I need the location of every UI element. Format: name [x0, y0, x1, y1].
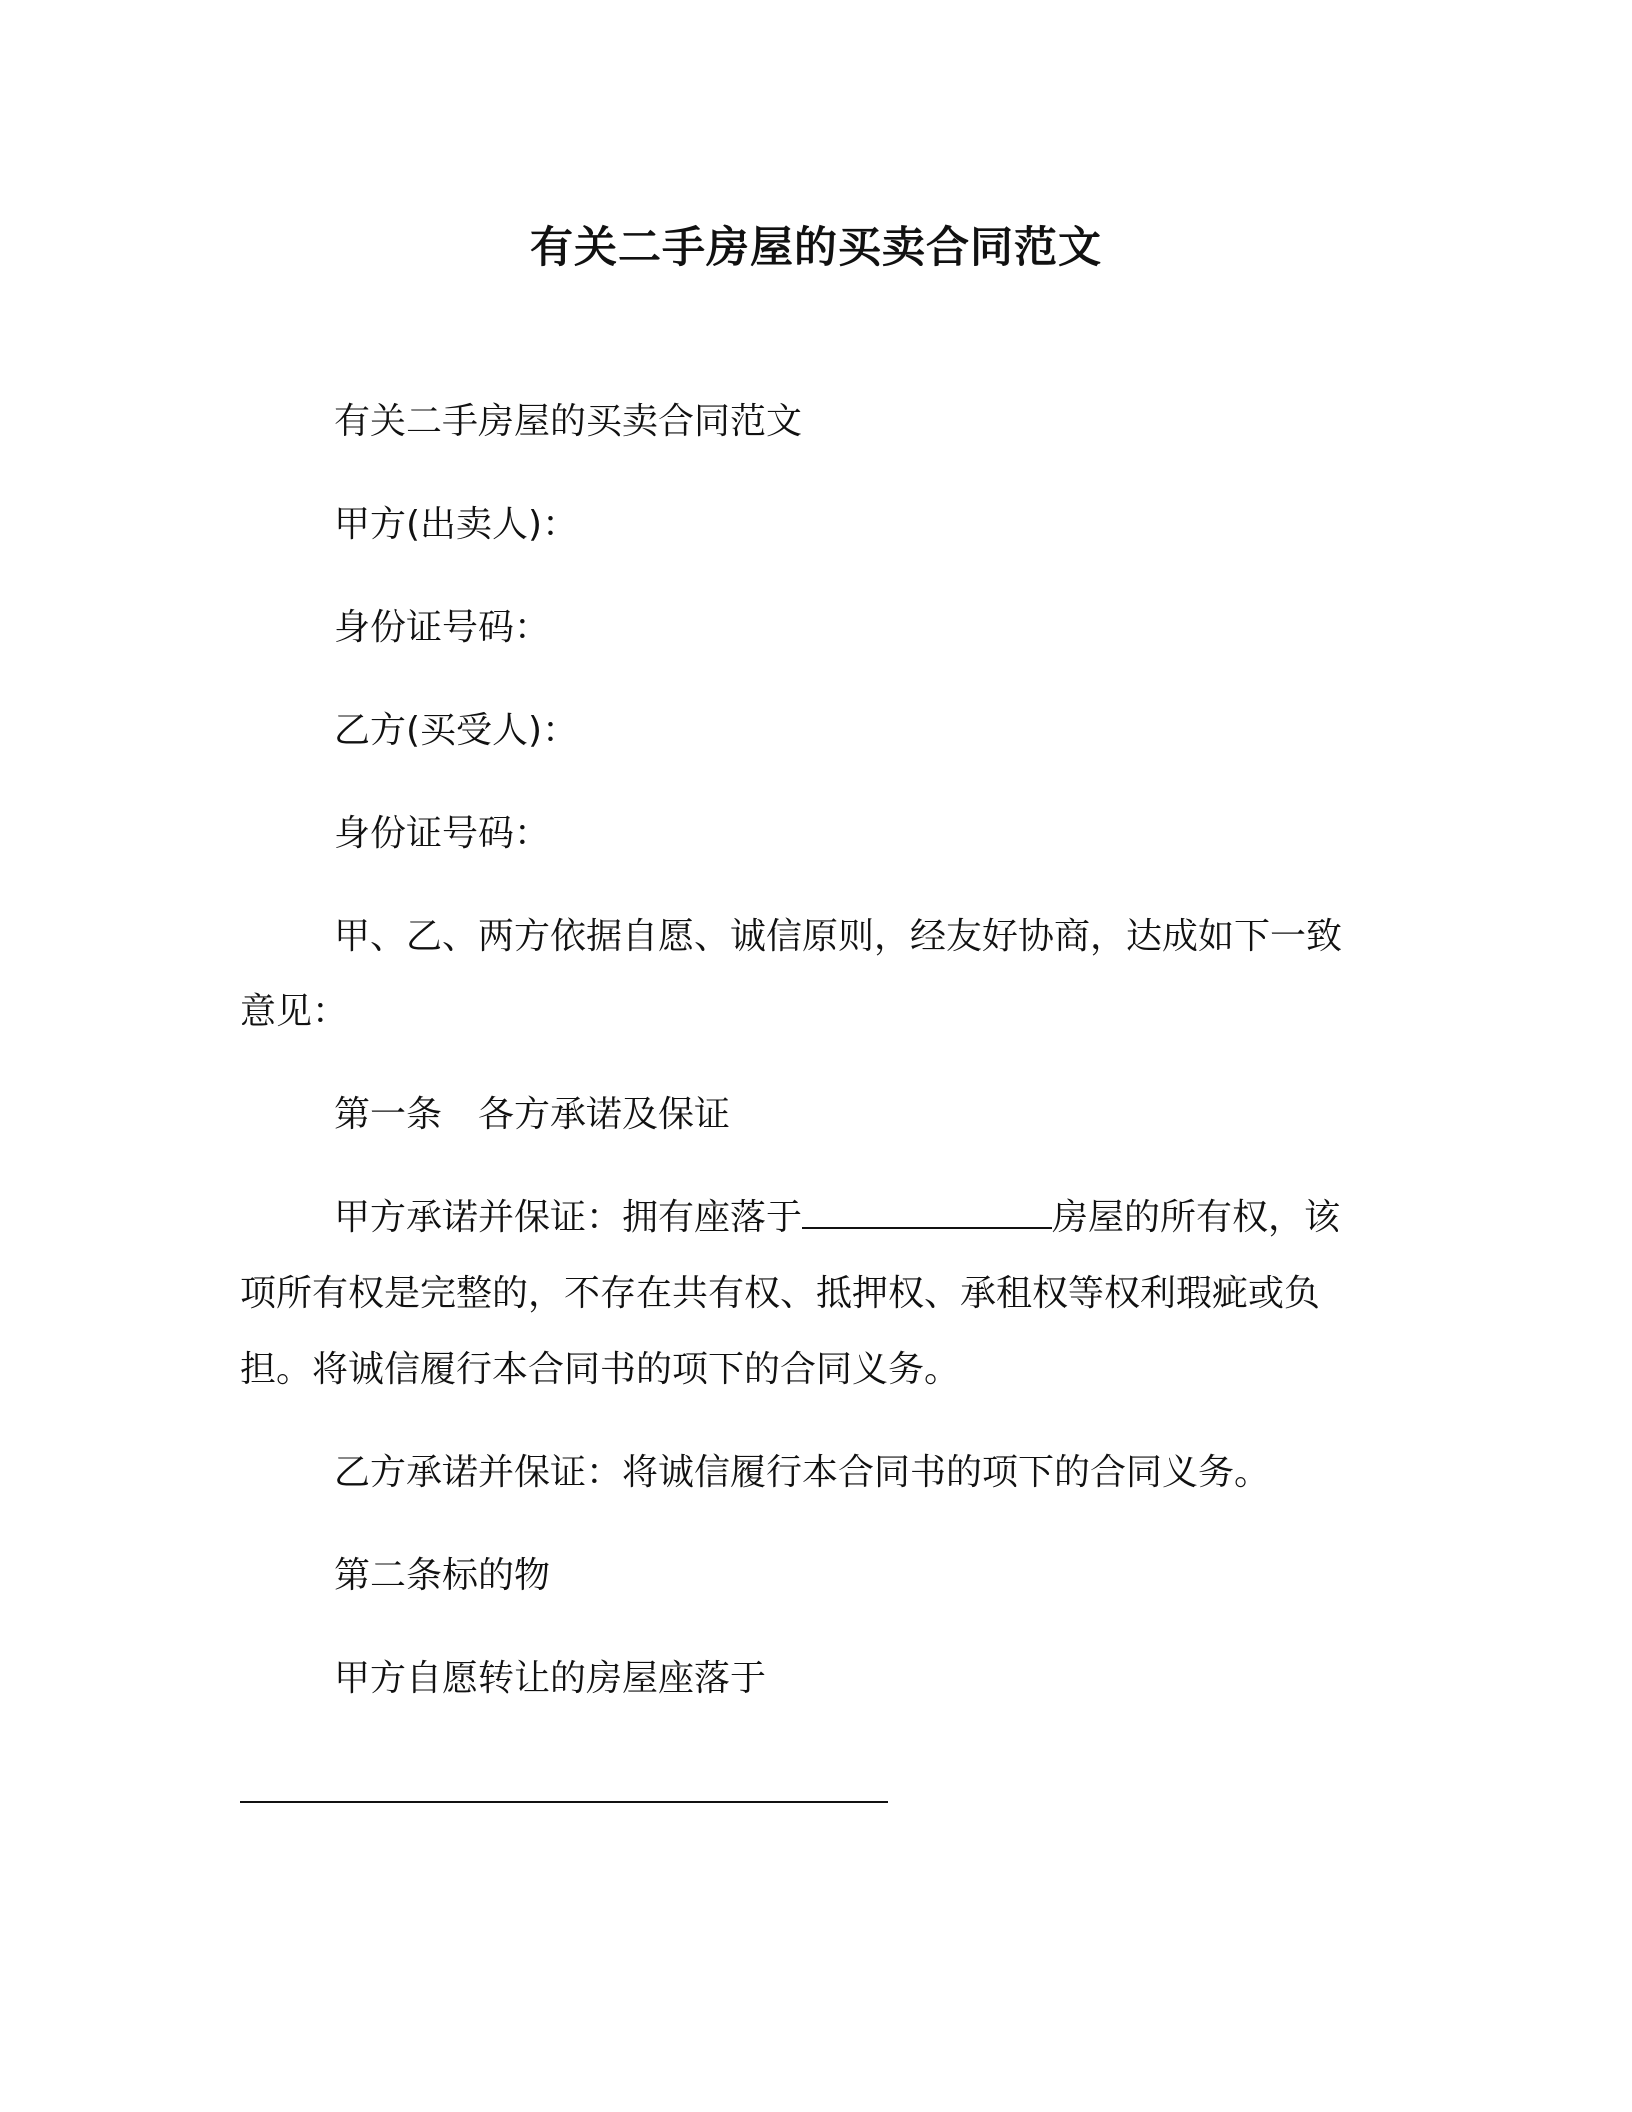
address-blank-line [240, 1801, 888, 1803]
intro-line-2: 意见： [240, 991, 349, 1032]
document-title: 有关二手房屋的买卖合同范文 [530, 223, 1102, 273]
a-promise-line-2: 项所有权是完整的，不存在共有权、抵押权、承租权等权利瑕疵或负 [240, 1273, 1321, 1314]
party-b-id-line: 身份证号码： [334, 813, 551, 854]
subject-line: 甲方自愿转让的房屋座落于 [334, 1658, 767, 1699]
party-a-id-line: 身份证号码： [334, 607, 551, 648]
intro-line-1: 甲、乙、两方依据自愿、诚信原则，经友好协商，达成如下一致 [334, 916, 1343, 957]
a-promise-text-post: 房屋的所有权，该 [1052, 1197, 1341, 1238]
party-a-line: 甲方(出卖人)： [334, 504, 579, 545]
article2-heading: 第二条标的物 [334, 1555, 551, 1596]
a-promise-line-1 [334, 1192, 1340, 1244]
party-b-line: 乙方(买受人)： [334, 710, 579, 751]
subtitle-line: 有关二手房屋的买卖合同范文 [334, 401, 803, 442]
a-promise-text-pre: 甲方承诺并保证：拥有座落于 [334, 1197, 803, 1238]
b-promise-line: 乙方承诺并保证：将诚信履行本合同书的项下的合同义务。 [334, 1452, 1271, 1493]
article1-heading: 第一条 各方承诺及保证 [334, 1094, 731, 1135]
location-blank [802, 1226, 1052, 1229]
a-promise-line-3: 担。将诚信履行本合同书的项下的合同义务。 [240, 1349, 961, 1390]
